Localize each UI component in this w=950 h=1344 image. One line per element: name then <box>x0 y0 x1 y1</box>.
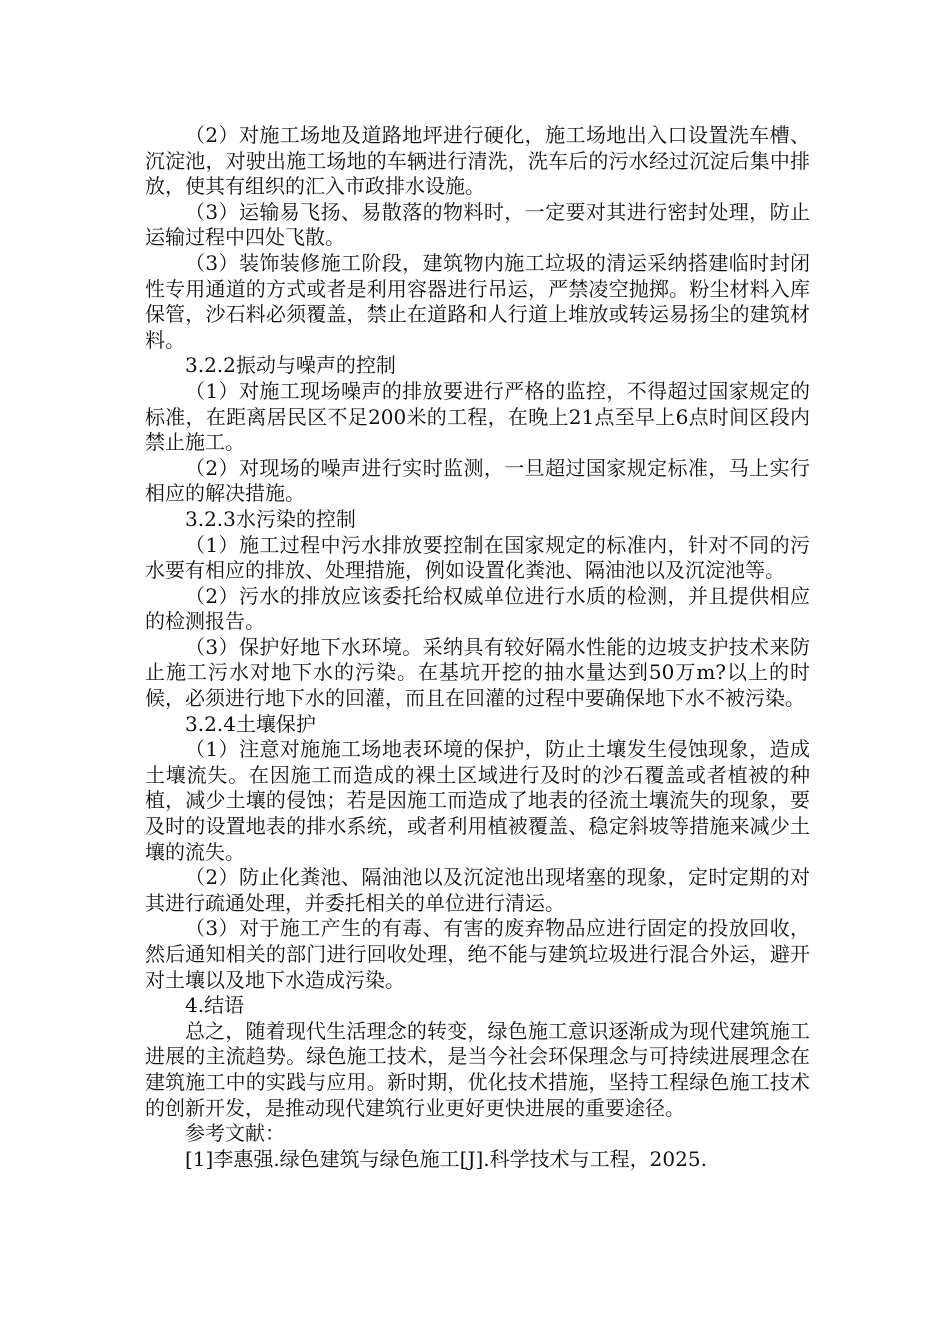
paragraph-noise-realtime: （2）对现场的噪声进行实时监测，一旦超过国家规定标准，马上实行相应的解决措施。 <box>145 455 810 506</box>
paragraph-material-transport: （3）运输易飞扬、易散落的物料时，一定要对其进行密封处理，防止运输过程中四处飞散。 <box>145 199 810 250</box>
paragraph-water-testing: （2）污水的排放应该委托给权威单位进行水质的检测，并且提供相应的检测报告。 <box>145 583 810 634</box>
reference-item: [1]李惠强.绿色建筑与绿色施工[J].科学技术与工程，2025. <box>185 1146 707 1171</box>
paragraph-wastewater-discharge: （1）施工过程中污水排放要控制在国家规定的标准内，针对不同的污水要有相应的排放、处理措施，例如设置化粪池、隔油池以及沉淀池等。 <box>145 532 810 583</box>
document-body <box>145 123 810 1172</box>
section-heading-soil: 3.2.4土壤保护 <box>185 711 316 736</box>
paragraph-site-hardening: （2）对施工场地及道路地坪进行硬化，施工场地出入口设置洗车槽、沉淀池，对驶出施工场地的车辆进行清洗，洗车后的污水经过沉淀后集中排放，使其有组织的汇入市政排水设施。 <box>145 123 810 199</box>
paragraph-conclusion: 总之，随着现代生活理念的转变，绿色施工意识逐渐成为现代建筑施工进展的主流趋势。绿色施工技术，是当今社会环保理念与可持续进展理念在建筑施工中的实践与应用。新时期，优化技术措施，坚持工程绿色施工技术的创新开发，是推动现代建筑行业更好更快进展的重要途径。 <box>145 1018 810 1120</box>
paragraph-soil-erosion: （1）注意对施施工场地表环境的保护，防止土壤发生侵蚀现象，造成土壤流失。在因施工而造成的裸土区域进行及时的沙石覆盖或者植被的种植，减少土壤的侵蚀；若是因施工而造成了地表的径流土壤流失的现象，要及时的设置地表的排水系统，或者利用植被覆盖、稳定斜坡等措施来减少土壤的流失。 <box>145 737 810 864</box>
section-heading-water: 3.2.3水污染的控制 <box>185 506 356 531</box>
paragraph-groundwater: （3）保护好地下水环境。采纳具有较好隔水性能的边坡支护技术来防止施工污水对地下水的污染。在基坑开挖的抽水量达到50万m?以上的时候，必须进行地下水的回灌，而且在回灌的过程中要确保地下水不被污染。 <box>145 634 810 711</box>
paragraph-tank-cleaning: （2）防止化粪池、隔油池以及沉淀池出现堵塞的现象，定时定期的对其进行疏通处理，并委托相关的单位进行清运。 <box>145 865 810 915</box>
paragraph-hazardous-waste: （3）对于施工产生的有毒、有害的废弃物品应进行固定的投放回收，然后通知相关的部门进行回收处理，绝不能与建筑垃圾进行混合外运，避开对土壤以及地下水造成污染。 <box>145 916 810 992</box>
section-heading-noise: 3.2.2振动与噪声的控制 <box>185 353 396 378</box>
paragraph-noise-monitoring: （1）对施工现场噪声的排放要进行严格的监控，不得超过国家规定的标准，在距离居民区不足200米的工程，在晚上21点至早上6点时间区段内禁止施工。 <box>145 378 810 455</box>
paragraph-decoration-waste: （3）装饰装修施工阶段，建筑物内施工垃圾的清运采纳搭建临时封闭性专用通道的方式或者是利用容器进行吊运，严禁凌空抛掷。粉尘材料入库保管，沙石料必须覆盖，禁止在道路和人行道上堆放或转运易扬尘的建筑材料。 <box>145 250 810 352</box>
references-heading: 参考文献： <box>185 1121 285 1146</box>
section-heading-conclusion: 4.结语 <box>185 993 245 1018</box>
